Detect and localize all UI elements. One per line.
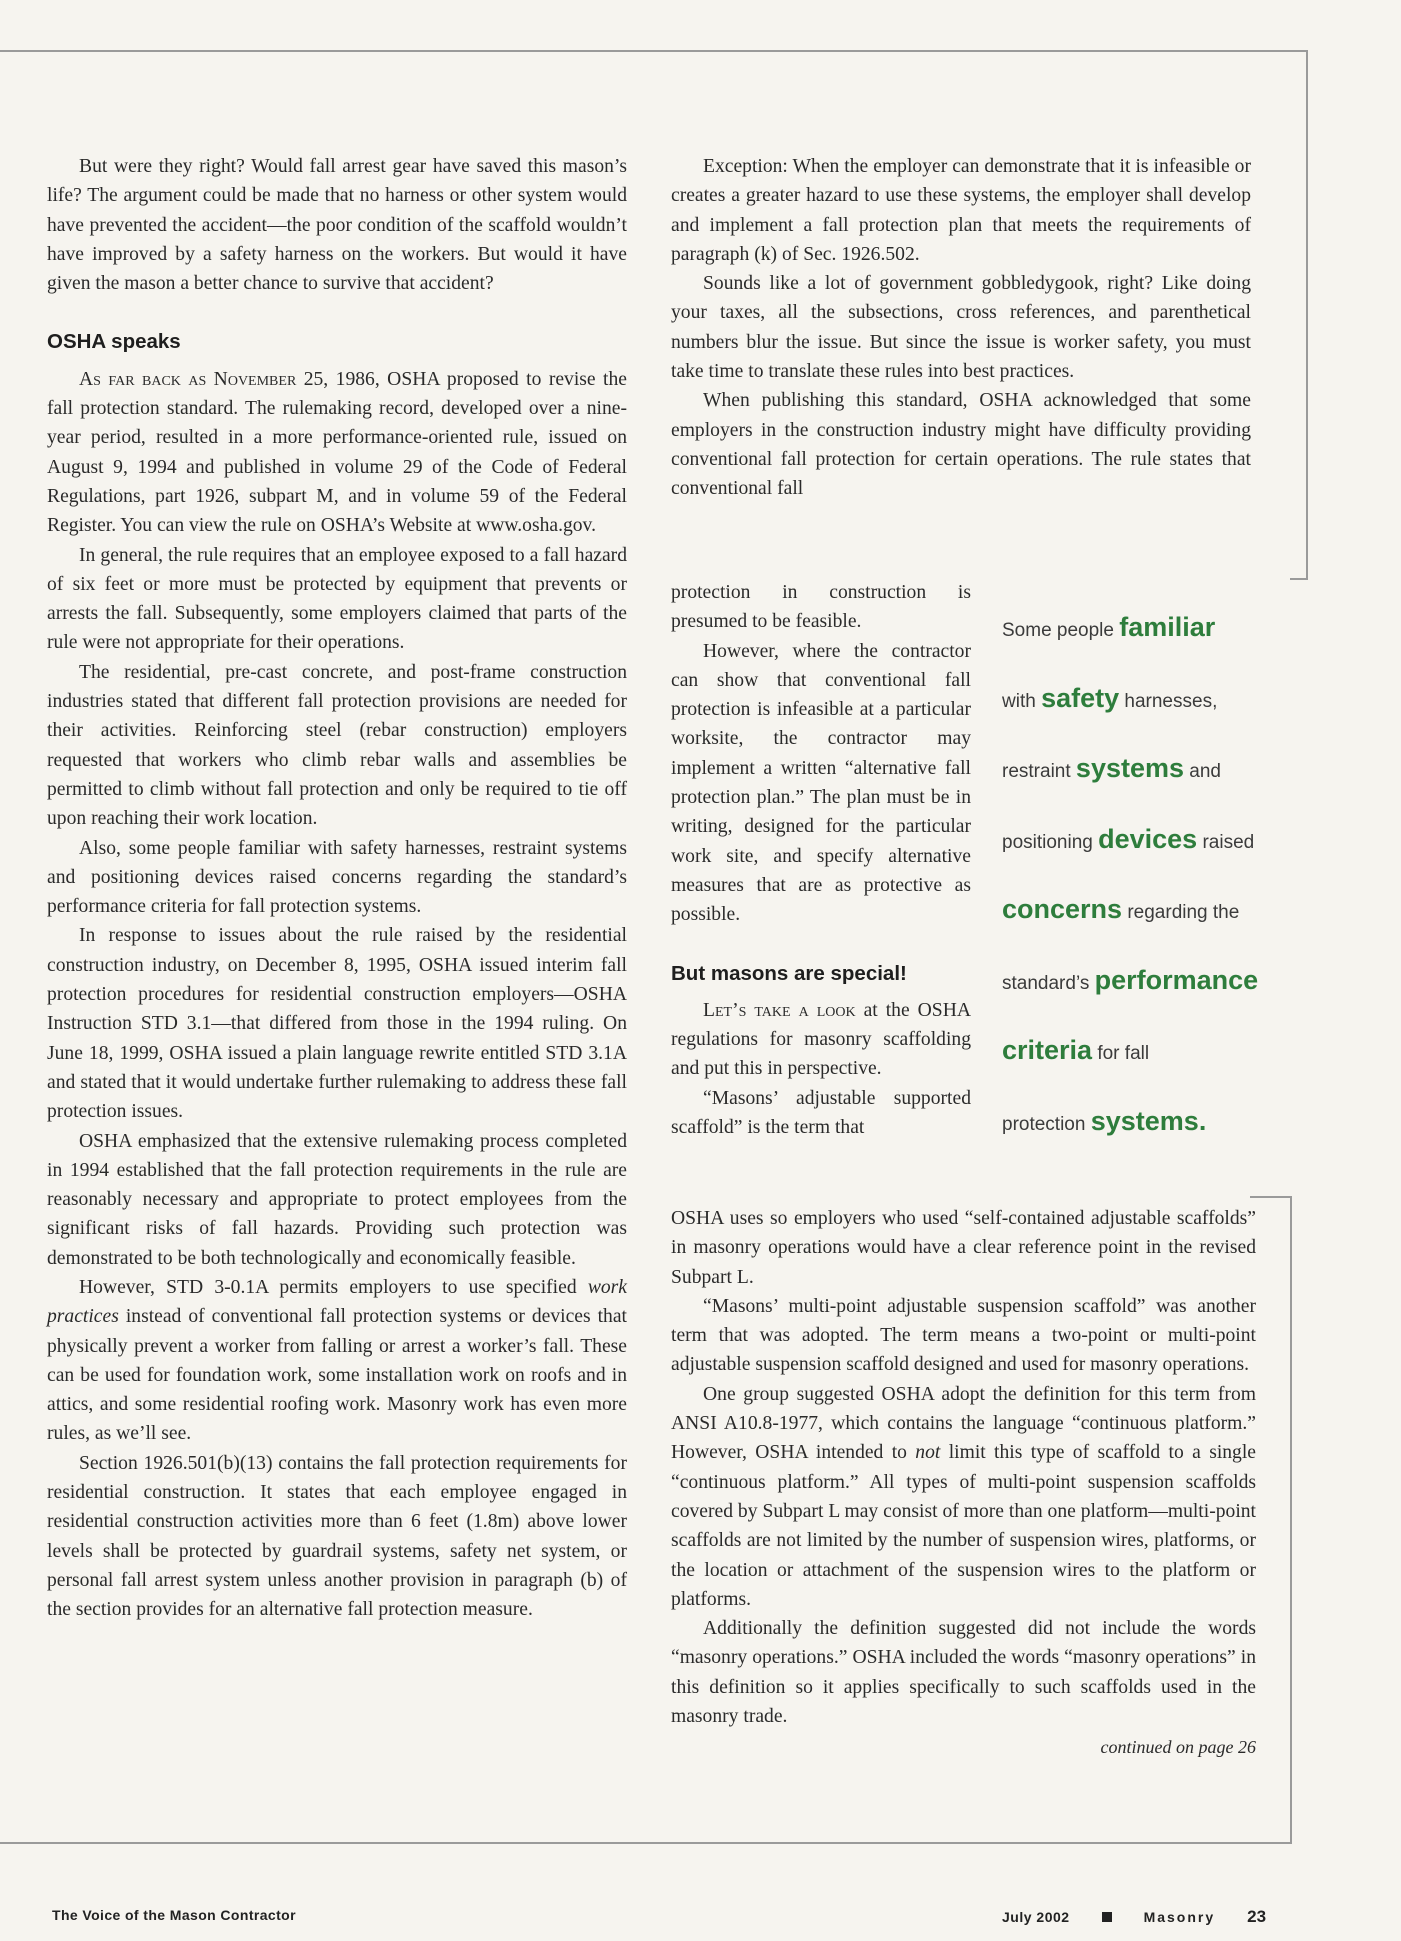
paragraph: In general, the rule requires that an employee exposed to a fall hazard of six feet or more must be protected by equipment that prevents or arrests the fall. Subsequently, some employers claimed that parts of the rule were not appropriate for their operations. bbox=[47, 544, 627, 654]
frame-bottom-rule bbox=[0, 1842, 1292, 1844]
pull-quote-text: standard’s bbox=[1002, 972, 1095, 994]
frame-top-rule bbox=[0, 50, 1308, 52]
pull-quote-text: Some people bbox=[1002, 620, 1120, 641]
pull-quote-highlight: criteria bbox=[1002, 1035, 1093, 1065]
paragraph: “Masons’ multi-point adjustable suspension scaffold” was another term that was adopted. The term means a two-point or multi-point adjustable suspension scaffold designed and used for masonry operations. bbox=[671, 1295, 1256, 1376]
pull-quote-line bbox=[1002, 1106, 1292, 1177]
lead-in: Let’s take a look bbox=[703, 999, 856, 1021]
paragraph: But were they right? Would fall arrest gear have saved this mason’s life? The argument could be made that no harness or other system would have prevented the accident—the poor condition of the scaffold wouldn’t have improved by a safety harness on the workers. But would it have given the mason a better chance to survive that accident? bbox=[47, 156, 627, 295]
footer-magazine-name: Masonry bbox=[1143, 1909, 1216, 1925]
pull-quote-text: restraint bbox=[1002, 761, 1076, 782]
paragraph: In response to issues about the rule raised by the residential construction industry, on December 8, 1995, OSHA issued interim fall protection procedures for residential construction employers—OSHA Instruction STD 3.1—that differed from those in the 1994 ruling. On June 18, 1999, OSHA issued a plain language rewrite entitled STD 3.1A and stated that it would undertake further rulemaking to address these fall protection issues. bbox=[47, 925, 627, 1123]
paragraph: Additionally the definition suggested did not include the words “masonry operations.” OSHA included the words “masonry operations” in this definition so it applies specifically to such scaffolds used in the masonry trade. bbox=[671, 1618, 1256, 1728]
frame-right-rule-lower bbox=[1290, 1196, 1292, 1842]
paragraph: Sounds like a lot of government gobbledygook, right? Like doing your taxes, all the subsections, cross references, and parenthetical numbers blur the issue. But since the issue is worker safety, you must take time to translate these rules into best practices. bbox=[671, 273, 1251, 383]
paragraph bbox=[47, 1273, 627, 1449]
pull-quote-line bbox=[1002, 612, 1292, 683]
pull-quote-line bbox=[1002, 965, 1292, 1036]
pull-quote-text: raised bbox=[1197, 831, 1255, 853]
left-column bbox=[47, 152, 627, 1625]
paragraph-text: at the OSHA regulations for masonry scaffolding and put this in perspective. bbox=[671, 999, 971, 1080]
paragraph: “Masons’ adjustable supported scaffold” is the term that bbox=[671, 1087, 971, 1139]
paragraph bbox=[671, 1380, 1256, 1614]
pull-quote-text: for fall bbox=[1092, 1043, 1150, 1064]
pull-quote-highlight: familiar bbox=[1119, 612, 1216, 642]
pull-quote-highlight: systems bbox=[1075, 753, 1185, 783]
section-heading-masons-special: But masons are special! bbox=[671, 961, 907, 985]
pull-quote-text: regarding the bbox=[1122, 902, 1240, 923]
pull-quote-line bbox=[1002, 683, 1292, 754]
pull-quote-text: with bbox=[1002, 690, 1042, 712]
pull-quote-line bbox=[1002, 894, 1292, 965]
pull-quote-highlight: systems. bbox=[1090, 1105, 1207, 1136]
paragraph-text: OSHA proposed to revise the fall protection standard. The rulemaking record, developed over a nine-year period, resulted in a more performance-oriented rule, issued on August 9, 1994 and published in volume 29 of the Code of Federal Regulations, part 1926, subpart M, and in volume 59 of the Federal Register. You can view the rule on OSHA’s Website at www.osha.gov. bbox=[47, 368, 627, 537]
footer-date: July 2002 bbox=[1002, 1909, 1070, 1925]
pull-quote bbox=[1002, 612, 1292, 1176]
paragraph-text: However, STD 3-0.1A permits employers to use specified bbox=[79, 1276, 588, 1298]
paragraph bbox=[671, 996, 971, 1084]
pull-quote-line bbox=[1002, 1035, 1292, 1106]
paragraph: OSHA emphasized that the extensive rulemaking process completed in 1994 established that the fall protection requirements in the rule are reasonably necessary and appropriate to protect employees from the significant risks of fall hazards. Providing such protection was demonstrated to be both technologically and economically feasible. bbox=[47, 1130, 627, 1269]
frame-right-rule-upper bbox=[1306, 50, 1308, 578]
pull-quote-line bbox=[1002, 824, 1292, 895]
section-heading-osha-speaks: OSHA speaks bbox=[47, 330, 181, 354]
paragraph bbox=[47, 365, 627, 541]
paragraph-continuation: OSHA uses so employers who used “self-contained adjustable scaffolds” in masonry operations would have a clear reference point in the revised Subpart L. bbox=[671, 1208, 1256, 1288]
footer-folio bbox=[1002, 1907, 1266, 1927]
pull-quote-text: and bbox=[1184, 761, 1221, 782]
continued-note: continued on page 26 bbox=[1100, 1737, 1256, 1758]
paragraph-text: instead of conventional fall protection systems or devices that physically prevent a worker from falling or arrest a worker’s fall. These can be used for foundation work, some installation work on roofs and in attics, and some residential roofing work. Masonry work has even more rules, as we’ll see. bbox=[47, 1306, 627, 1445]
paragraph: When publishing this standard, OSHA acknowledged that some employers in the construction industry might have difficulty providing conventional fall protection for certain operations. The rule states that conventional fall bbox=[671, 390, 1251, 500]
pull-quote-highlight: performance bbox=[1094, 964, 1259, 995]
paragraph-text: One group suggested OSHA adopt the definition for this term from ANSI A10.8-1977, which contains the language “continuous platform.” However, OSHA intended to bbox=[671, 1383, 1256, 1464]
footer-tagline: The Voice of the Mason Contractor bbox=[52, 1907, 296, 1923]
paragraph: Section 1926.501(b)(13) contains the fall protection requirements for residential construction. It states that each employee engaged in residential construction activities more than 6 feet (1.8m) above lower levels shall be protected by guardrail systems, safety net system, or personal fall arrest system unless another provision in paragraph (b) of the section provides for an alternative fall protection measure. bbox=[47, 1452, 627, 1621]
paragraph-text: limit this type of scaffold to a single “continuous platform.” All types of multi-point suspension scaffolds covered by Subpart L may consist of more than one platform—multi-point scaffolds are not limited by the number of suspension wires, platforms, or the location or attachment of the suspension wires to the platform or platforms. bbox=[671, 1442, 1256, 1610]
paragraph: The residential, pre-cast concrete, and post-frame construction industries stated that different fall protection provisions are needed for their activities. Reinforcing steel (rebar construction) employers requested that workers who climb rebar walls and assemblies be permitted to climb without fall protection and only be required to tie off upon reaching their work location. bbox=[47, 661, 627, 830]
frame-right-tick-lower bbox=[1250, 1196, 1292, 1198]
page-number: 23 bbox=[1247, 1907, 1267, 1926]
pull-quote-line bbox=[1002, 753, 1292, 824]
pull-quote-text: positioning bbox=[1002, 831, 1099, 853]
right-column-bottom bbox=[671, 1204, 1256, 1763]
lead-in: As far back as November 25, 1986, bbox=[79, 368, 380, 390]
square-bullet-icon bbox=[1102, 1912, 1112, 1922]
pull-quote-highlight: concerns bbox=[1002, 894, 1123, 924]
right-column-narrow bbox=[671, 578, 971, 1142]
pull-quote-text: protection bbox=[1002, 1113, 1091, 1135]
pull-quote-text: harnesses, bbox=[1119, 690, 1218, 712]
paragraph: Exception: When the employer can demonstrate that it is infeasible or creates a greater hazard to use these systems, the employer shall develop and implement a fall protection plan that meets the requirements of paragraph (k) of Sec. 1926.502. bbox=[671, 156, 1251, 265]
pull-quote-highlight: safety bbox=[1041, 682, 1120, 713]
paragraph-continuation: protection in construction is presumed to be feasible. bbox=[671, 582, 971, 633]
right-column-top bbox=[671, 152, 1251, 504]
paragraph: However, where the contractor can show that conventional fall protection is infeasible at a particular worksite, the contractor may implement a written “alternative fall protection plan.” The plan must be in writing, designed for the particular work site, and specify alternative measures that are as protective as possible. bbox=[671, 640, 971, 926]
pull-quote-highlight: devices bbox=[1098, 823, 1198, 854]
emphasis: not bbox=[915, 1442, 941, 1464]
paragraph: Also, some people familiar with safety harnesses, restraint systems and positioning devices raised concerns regarding the standard’s performance criteria for fall protection systems. bbox=[47, 837, 627, 918]
emphasis: work practices bbox=[47, 1276, 627, 1328]
frame-right-tick-upper bbox=[1290, 578, 1308, 580]
